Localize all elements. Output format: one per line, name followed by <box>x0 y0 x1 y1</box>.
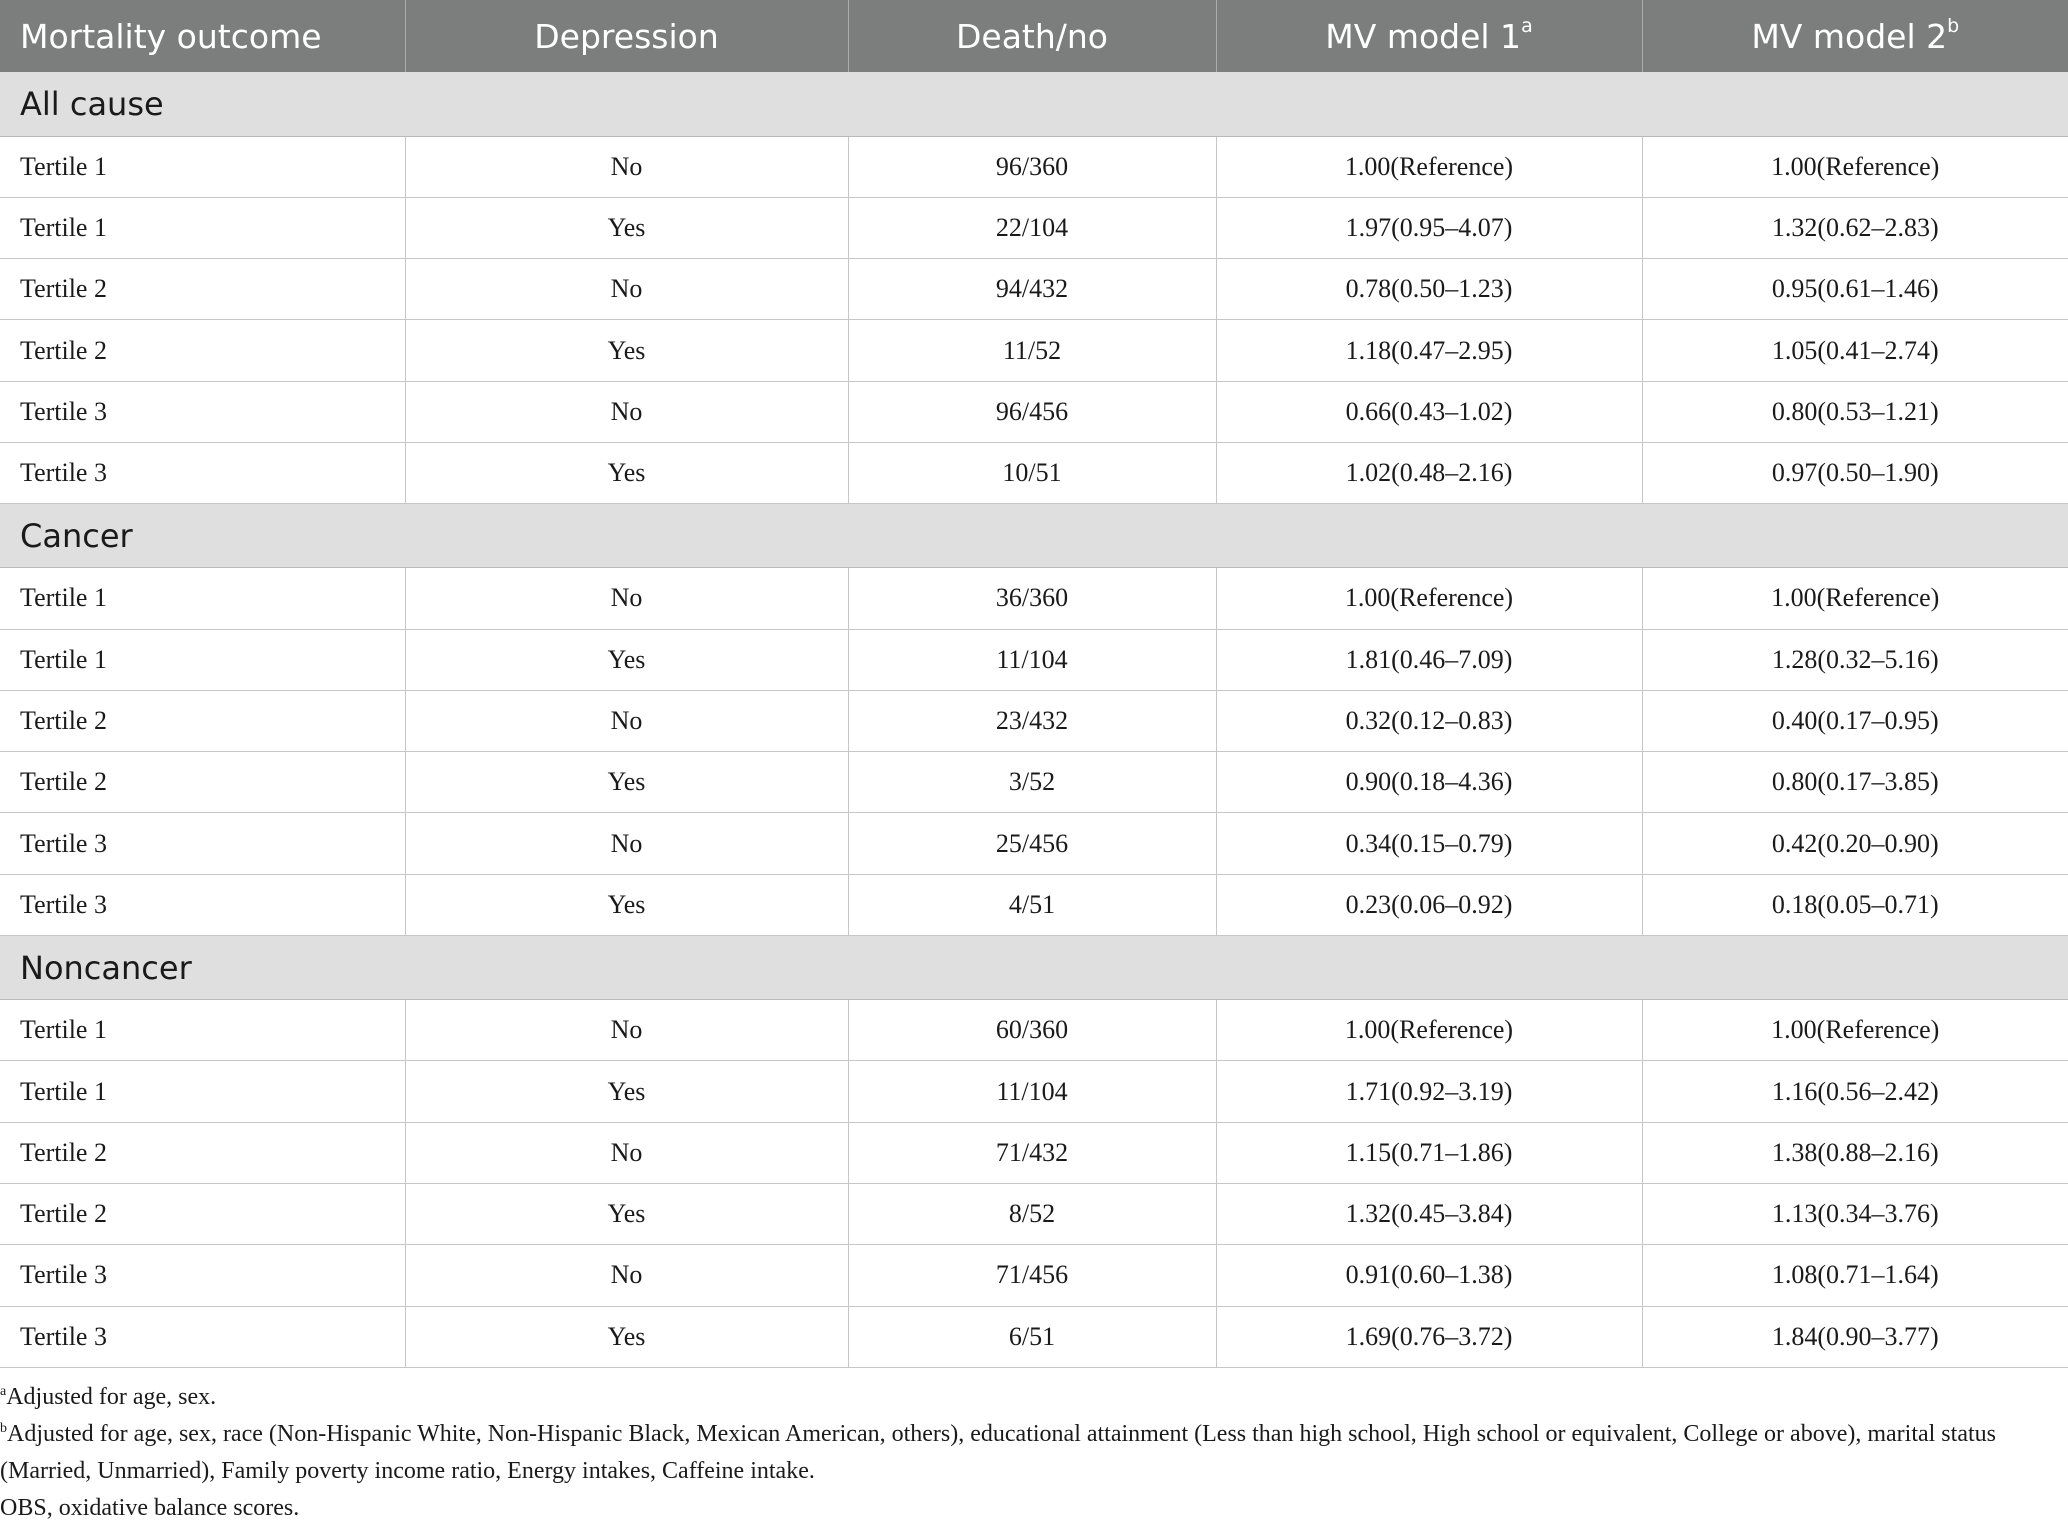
cell-death-no: 22/104 <box>848 197 1216 258</box>
cell-death-no: 60/360 <box>848 1000 1216 1061</box>
cell-mv-model-1: 0.23(0.06–0.92) <box>1216 874 1642 935</box>
cell-death-no: 71/432 <box>848 1122 1216 1183</box>
section-row <box>0 504 2068 568</box>
table-row <box>0 1306 2068 1367</box>
footnote-a: $^a$Adjusted for age, sex. <box>0 1384 217 1410</box>
cell-mv-model-1: 0.32(0.12–0.83) <box>1216 690 1642 751</box>
cell-mv-model-2: 0.80(0.17–3.85) <box>1642 752 2068 813</box>
footnote-obs: OBS, oxidative balance scores. <box>0 1495 300 1521</box>
cell-outcome: Tertile 3 <box>0 381 405 442</box>
cell-mv-model-1: 1.00(Reference) <box>1216 568 1642 629</box>
cell-death-no: 36/360 <box>848 568 1216 629</box>
cell-outcome: Tertile 2 <box>0 259 405 320</box>
cell-outcome: Tertile 2 <box>0 690 405 751</box>
table-header-row <box>0 0 2068 72</box>
cell-outcome: Tertile 3 <box>0 813 405 874</box>
table-row <box>0 259 2068 320</box>
cell-outcome: Tertile 1 <box>0 629 405 690</box>
section-title: All cause <box>0 72 2068 136</box>
cell-outcome: Tertile 3 <box>0 874 405 935</box>
cell-mv-model-1: 1.18(0.47–2.95) <box>1216 320 1642 381</box>
cell-mv-model-2: 0.40(0.17–0.95) <box>1642 690 2068 751</box>
cell-death-no: 96/456 <box>848 381 1216 442</box>
cell-mv-model-2: 1.00(Reference) <box>1642 568 2068 629</box>
cell-death-no: 96/360 <box>848 136 1216 197</box>
cell-depression: Yes <box>405 320 848 381</box>
table-row <box>0 813 2068 874</box>
cell-depression: No <box>405 136 848 197</box>
table-row <box>0 1183 2068 1244</box>
section-row <box>0 936 2068 1000</box>
header-footnote-marker: b <box>1947 14 1960 37</box>
cell-death-no: 11/104 <box>848 629 1216 690</box>
cell-depression: No <box>405 1122 848 1183</box>
cell-depression: No <box>405 1000 848 1061</box>
cell-mv-model-1: 1.97(0.95–4.07) <box>1216 197 1642 258</box>
section-title: Cancer <box>0 504 2068 568</box>
table-row <box>0 381 2068 442</box>
cell-mv-model-2: 1.28(0.32–5.16) <box>1642 629 2068 690</box>
cell-depression: No <box>405 1245 848 1306</box>
table-row <box>0 1122 2068 1183</box>
cell-mv-model-2: 0.97(0.50–1.90) <box>1642 442 2068 503</box>
table-row <box>0 197 2068 258</box>
table-row <box>0 1245 2068 1306</box>
cell-depression: No <box>405 568 848 629</box>
cell-mv-model-1: 0.91(0.60–1.38) <box>1216 1245 1642 1306</box>
cell-mv-model-2: 1.00(Reference) <box>1642 1000 2068 1061</box>
cell-outcome: Tertile 2 <box>0 1183 405 1244</box>
cell-outcome: Tertile 1 <box>0 568 405 629</box>
cell-outcome: Tertile 3 <box>0 1306 405 1367</box>
cell-death-no: 11/52 <box>848 320 1216 381</box>
cell-depression: Yes <box>405 1183 848 1244</box>
cell-depression: No <box>405 259 848 320</box>
cell-mv-model-1: 1.00(Reference) <box>1216 136 1642 197</box>
cell-depression: Yes <box>405 874 848 935</box>
cell-death-no: 94/432 <box>848 259 1216 320</box>
header-mortality-outcome: Mortality outcome <box>0 0 405 72</box>
table-footnotes <box>0 1379 2040 1527</box>
cell-depression: No <box>405 690 848 751</box>
footnote-b: $^b$Adjusted for age, sex, race (Non-Hispanic White, Non-Hispanic Black, Mexican American, others), educational attainment (Less than high school, High school or equivalent, College or above), marital status (Married, Unmarried), Family poverty income ratio, Energy intakes, Caffeine intake. <box>0 1421 1996 1484</box>
cell-mv-model-2: 1.13(0.34–3.76) <box>1642 1183 2068 1244</box>
cell-death-no: 6/51 <box>848 1306 1216 1367</box>
table-row <box>0 136 2068 197</box>
table-row <box>0 1061 2068 1122</box>
cell-depression: Yes <box>405 1061 848 1122</box>
cell-death-no: 3/52 <box>848 752 1216 813</box>
cell-death-no: 71/456 <box>848 1245 1216 1306</box>
table-row <box>0 690 2068 751</box>
cell-mv-model-1: 1.32(0.45–3.84) <box>1216 1183 1642 1244</box>
cell-outcome: Tertile 1 <box>0 1000 405 1061</box>
cell-death-no: 10/51 <box>848 442 1216 503</box>
cell-mv-model-2: 0.42(0.20–0.90) <box>1642 813 2068 874</box>
cell-depression: Yes <box>405 629 848 690</box>
header-death-no: Death/no <box>848 0 1216 72</box>
cell-depression: No <box>405 381 848 442</box>
cell-mv-model-2: 1.16(0.56–2.42) <box>1642 1061 2068 1122</box>
table-row <box>0 629 2068 690</box>
cell-outcome: Tertile 1 <box>0 197 405 258</box>
table-row <box>0 752 2068 813</box>
cell-mv-model-2: 1.32(0.62–2.83) <box>1642 197 2068 258</box>
cell-death-no: 23/432 <box>848 690 1216 751</box>
cell-mv-model-1: 0.90(0.18–4.36) <box>1216 752 1642 813</box>
header-depression: Depression <box>405 0 848 72</box>
cell-mv-model-1: 1.02(0.48–2.16) <box>1216 442 1642 503</box>
cell-mv-model-1: 1.71(0.92–3.19) <box>1216 1061 1642 1122</box>
cell-mv-model-2: 1.08(0.71–1.64) <box>1642 1245 2068 1306</box>
cell-death-no: 25/456 <box>848 813 1216 874</box>
table-row <box>0 442 2068 503</box>
cell-mv-model-2: 1.05(0.41–2.74) <box>1642 320 2068 381</box>
cell-death-no: 8/52 <box>848 1183 1216 1244</box>
cell-mv-model-1: 1.81(0.46–7.09) <box>1216 629 1642 690</box>
cell-outcome: Tertile 2 <box>0 1122 405 1183</box>
cell-outcome: Tertile 3 <box>0 442 405 503</box>
cell-mv-model-2: 0.18(0.05–0.71) <box>1642 874 2068 935</box>
cell-mv-model-2: 0.95(0.61–1.46) <box>1642 259 2068 320</box>
section-title: Noncancer <box>0 936 2068 1000</box>
header-mv-model-1: MV model 1$^a$ <box>1216 0 1642 72</box>
cell-mv-model-1: 1.69(0.76–3.72) <box>1216 1306 1642 1367</box>
cell-mv-model-2: 1.38(0.88–2.16) <box>1642 1122 2068 1183</box>
cell-outcome: Tertile 2 <box>0 752 405 813</box>
cell-outcome: Tertile 1 <box>0 136 405 197</box>
header-footnote-marker: a <box>1521 14 1533 37</box>
cell-mv-model-1: 1.15(0.71–1.86) <box>1216 1122 1642 1183</box>
cell-mv-model-1: 0.78(0.50–1.23) <box>1216 259 1642 320</box>
cell-outcome: Tertile 3 <box>0 1245 405 1306</box>
table-row <box>0 568 2068 629</box>
cell-depression: Yes <box>405 1306 848 1367</box>
cell-depression: Yes <box>405 442 848 503</box>
cell-death-no: 4/51 <box>848 874 1216 935</box>
cell-outcome: Tertile 2 <box>0 320 405 381</box>
section-row <box>0 72 2068 136</box>
cell-death-no: 11/104 <box>848 1061 1216 1122</box>
table-row <box>0 1000 2068 1061</box>
cell-mv-model-1: 0.34(0.15–0.79) <box>1216 813 1642 874</box>
table-row <box>0 320 2068 381</box>
cell-mv-model-1: 1.00(Reference) <box>1216 1000 1642 1061</box>
cell-outcome: Tertile 1 <box>0 1061 405 1122</box>
cell-depression: No <box>405 813 848 874</box>
cell-mv-model-1: 0.66(0.43–1.02) <box>1216 381 1642 442</box>
cell-mv-model-2: 0.80(0.53–1.21) <box>1642 381 2068 442</box>
cell-mv-model-2: 1.00(Reference) <box>1642 136 2068 197</box>
cell-depression: Yes <box>405 197 848 258</box>
cell-mv-model-2: 1.84(0.90–3.77) <box>1642 1306 2068 1367</box>
cell-depression: Yes <box>405 752 848 813</box>
table-row <box>0 874 2068 935</box>
header-mv-model-2: MV model 2$^b$ <box>1642 0 2068 72</box>
